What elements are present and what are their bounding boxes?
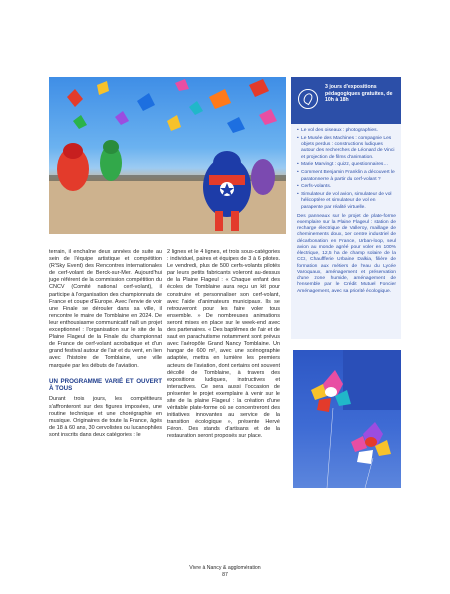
- sidebar-item: • Le vol des oiseaux : photographies.: [297, 128, 396, 134]
- kites-sky-art: [293, 350, 401, 488]
- sidebar-paragraph: Des panneaux sur le projet de plate-forme exemplaire sur la Plaine Flageul : station de recharge électrique de Valleroy, maillage de cheminements doux, 1er centre industriel de décarbonation en France, Urban-loop, seul avion au monde agréé pour voler en 100% électrique, 12,5 ha de champ solaire de la CCI, Chauffferie Urbaine Dalkia, filière de formation aux métiers de l'eau du Lycée Varoquaux, aménagement et préservation d'une zone humide, aménagement de l'ensemble par le Crédit Mutuel Foncier Aménagement, avec sa priorité écologique.: [297, 213, 396, 294]
- leaf-icon: [298, 89, 318, 109]
- kite-photo-art: [49, 77, 286, 234]
- sidebar-item: • Marie Marvingt : quizz, questionnaires…: [297, 162, 396, 168]
- page-number: 87: [222, 572, 228, 578]
- section-heading: UN PROGRAMME VARIÉ ET OUVERT À TOUS: [49, 377, 162, 392]
- article-paragraph: terrain, il enchaîne deux années de suite au sein de l'équipe artistique et compétition (R'Sky Event) des Rencontres internationales de cerf-volant de Berck-sur-Mer. Aujourd'hui juge référent de la commission compétition du CNCV (Comité national cerf-volant), il participe à l'organisation des championnats de France et coupe d'Europe. Avec l'envie de voir une Finale se dérouler dans sa ville, il rencontre le maire de Tomblaine en 2024. De leur enthousiasme communicatif naît un projet exceptionnel : l'organisation sur le site de la Plaine Flageul de la Finale du championnat de France de cerf-volant acrobatique et d'un grand festival autour de l'air et du vent, en lien avec l'histoire de Tomblaine, une ville marquée par les débuts de l'aviation.: [49, 249, 162, 369]
- sidebar-header: [291, 77, 401, 124]
- article-paragraph: Durant trois jours, les compétiteurs s'affronteront sur des figures imposées, une routine technique et une chorégraphie en musique. Originaires de toute la France, âgés de 18 à 60 ans, 30 cervolistes ou lucanophiles sont inscrits dans deux catégories : le: [49, 396, 162, 438]
- sidebar-item: • Comment Benjamin Franklin a découvert le paratonnerre à partir du cerf-volant ?: [297, 170, 396, 183]
- sidebar-list: [291, 124, 401, 211]
- exhibitions-sidebar: [291, 77, 401, 339]
- sidebar-item: • Simulateur de vol avion, simulateur de vol hélicoptère et simulateur de vol en parapente par réalité virtuelle.: [297, 192, 396, 211]
- article-column-2: [167, 249, 280, 441]
- sidebar-item: • Cerfs-volants.: [297, 184, 396, 190]
- kites-sky-photo: [293, 350, 401, 488]
- sidebar-item: • Le Musée des Machines : compagnie Les objets perdus : constructions ludiques autour des recherches de Léonard de Vinci et projection de films d'animation.: [297, 136, 396, 161]
- sidebar-title: 3 jours d'expositions pédagogiques gratuites, de 10h à 18h: [325, 84, 393, 104]
- article-column-1: [49, 249, 162, 439]
- footer-title: Vivre à Nancy & agglomération: [189, 565, 261, 571]
- article-paragraph: 2 lignes et le 4 lignes, et trois sous-catégories : individuel, paires et équipes de 3 à 6 pilotes. Le vendredi, plus de 500 cerfs-volants pilotés par leurs petits fabricants voleront au-dessus de la Plaine Flageul : « Chaque enfant des écoles de Tomblaine aura reçu un kit pour construire et personnaliser son cerf-volant, avec l'aide d'animateurs municipaux. Ils se retrouveront pour les faire voler tous ensemble. » De nombreuses animations seront mises en place sur le week-end avec des partenaires. « Des baptêmes de l'air et de saut en parachutisme notamment sont prévus avec l'aéropôle Grand Nancy Tomblaine. Un hangar de 600 m², avec une scénographie adaptée, mettra en lumière les premiers acteurs de l'aviation, dont certains ont souvent décollé de Tomblaine, à travers des expositions ludiques, instructives et interactives. Ce sera aussi l'occasion de présenter le projet exemplaire à venir sur le site de la plaine Flageul : la création d'une véritable plate-forme où se concentreront des initiatives innovantes au service de la transition écologique », présente Hervé Féron. Des stands d'artisans et de la restauration seront proposés sur place.: [167, 249, 280, 440]
- kite-festival-photo: [49, 77, 286, 234]
